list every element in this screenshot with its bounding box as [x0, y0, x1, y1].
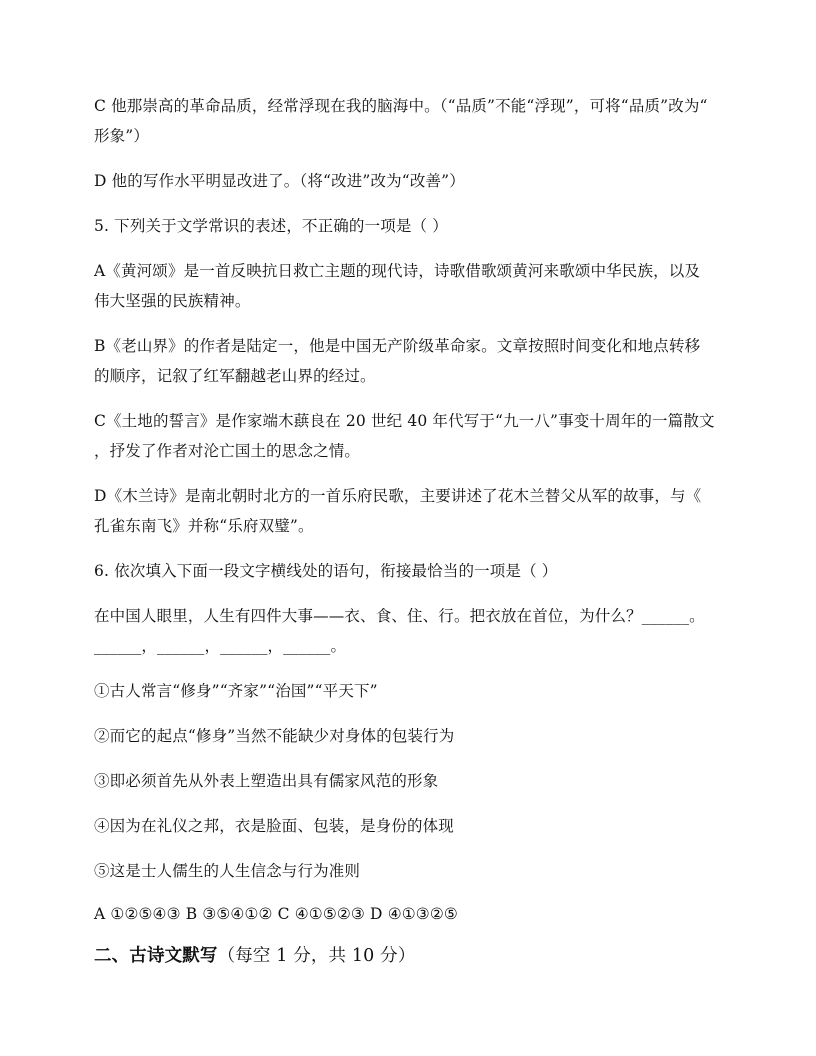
q5-option-d-line1: D《木兰诗》是南北朝时北方的一首乐府民歌，主要讲述了花木兰替父从军的故事，与《	[94, 487, 702, 505]
section-2-title: 二、古诗文默写	[94, 946, 218, 966]
q5-option-c-line1: C《土地的誓言》是作家端木蕻良在 20 世纪 40 年代写于“九一八”事变十周年的一篇散文	[94, 412, 715, 430]
q6-sentence-1: ①古人常言“修身”“齐家”“治国”“平天下”	[94, 682, 378, 700]
q5-option-d-line2: 孔雀东南飞》并称“乐府双璧”。	[94, 517, 314, 535]
q6-sentence-5: ⑤这是士人儒生的人生信念与行为准则	[94, 862, 361, 880]
q6-passage-line1: 在中国人眼里，人生有四件大事——衣、食、住、行。把衣放在首位，为什么？______。	[94, 607, 705, 625]
q5-stem: 5. 下列关于文学常识的表述，不正确的一项是（ ）	[94, 217, 448, 235]
q6-sentence-4: ④因为在礼仪之邦，衣是脸面、包装，是身份的体现	[94, 817, 454, 835]
q6-stem: 6. 依次填入下面一段文字横线处的语句，衔接最恰当的一项是（ ）	[94, 562, 558, 580]
section-2-heading	[94, 946, 724, 966]
q6-passage-line2: ______，______，______，______。	[94, 637, 347, 655]
section-2-score-note: （每空 1 分，共 10 分）	[217, 946, 416, 966]
q6-answer-options: A ①②⑤④③ B ③⑤④①② C ④①⑤②③ D ④①③②⑤	[94, 905, 458, 923]
q5-option-a-line2: 伟大坚强的民族精神。	[94, 292, 251, 310]
q4-option-c-line1: C 他那崇高的革命品质，经常浮现在我的脑海中。（“品质”不能“浮现”，可将“品质”改为“	[94, 97, 708, 115]
q6-sentence-2: ②而它的起点“修身”当然不能缺少对身体的包装行为	[94, 727, 455, 745]
q5-option-c-line2: ，抒发了作者对沦亡国土的思念之情。	[94, 442, 361, 460]
q5-option-b-line1: B《老山界》的作者是陆定一，他是中国无产阶级革命家。文章按照时间变化和地点转移	[94, 337, 701, 355]
q4-option-d: D 他的写作水平明显改进了。（将“改进”改为“改善”）	[94, 172, 465, 190]
q5-option-a-line1: A《黄河颂》是一首反映抗日救亡主题的现代诗，诗歌借歌颂黄河来歌颂中华民族，以及	[94, 262, 701, 280]
q5-option-b-line2: 的顺序，记叙了红军翻越老山界的经过。	[94, 367, 376, 385]
q6-sentence-3: ③即必须首先从外表上塑造出具有儒家风范的形象	[94, 772, 439, 790]
q4-option-c-line2: 形象”）	[94, 127, 150, 145]
